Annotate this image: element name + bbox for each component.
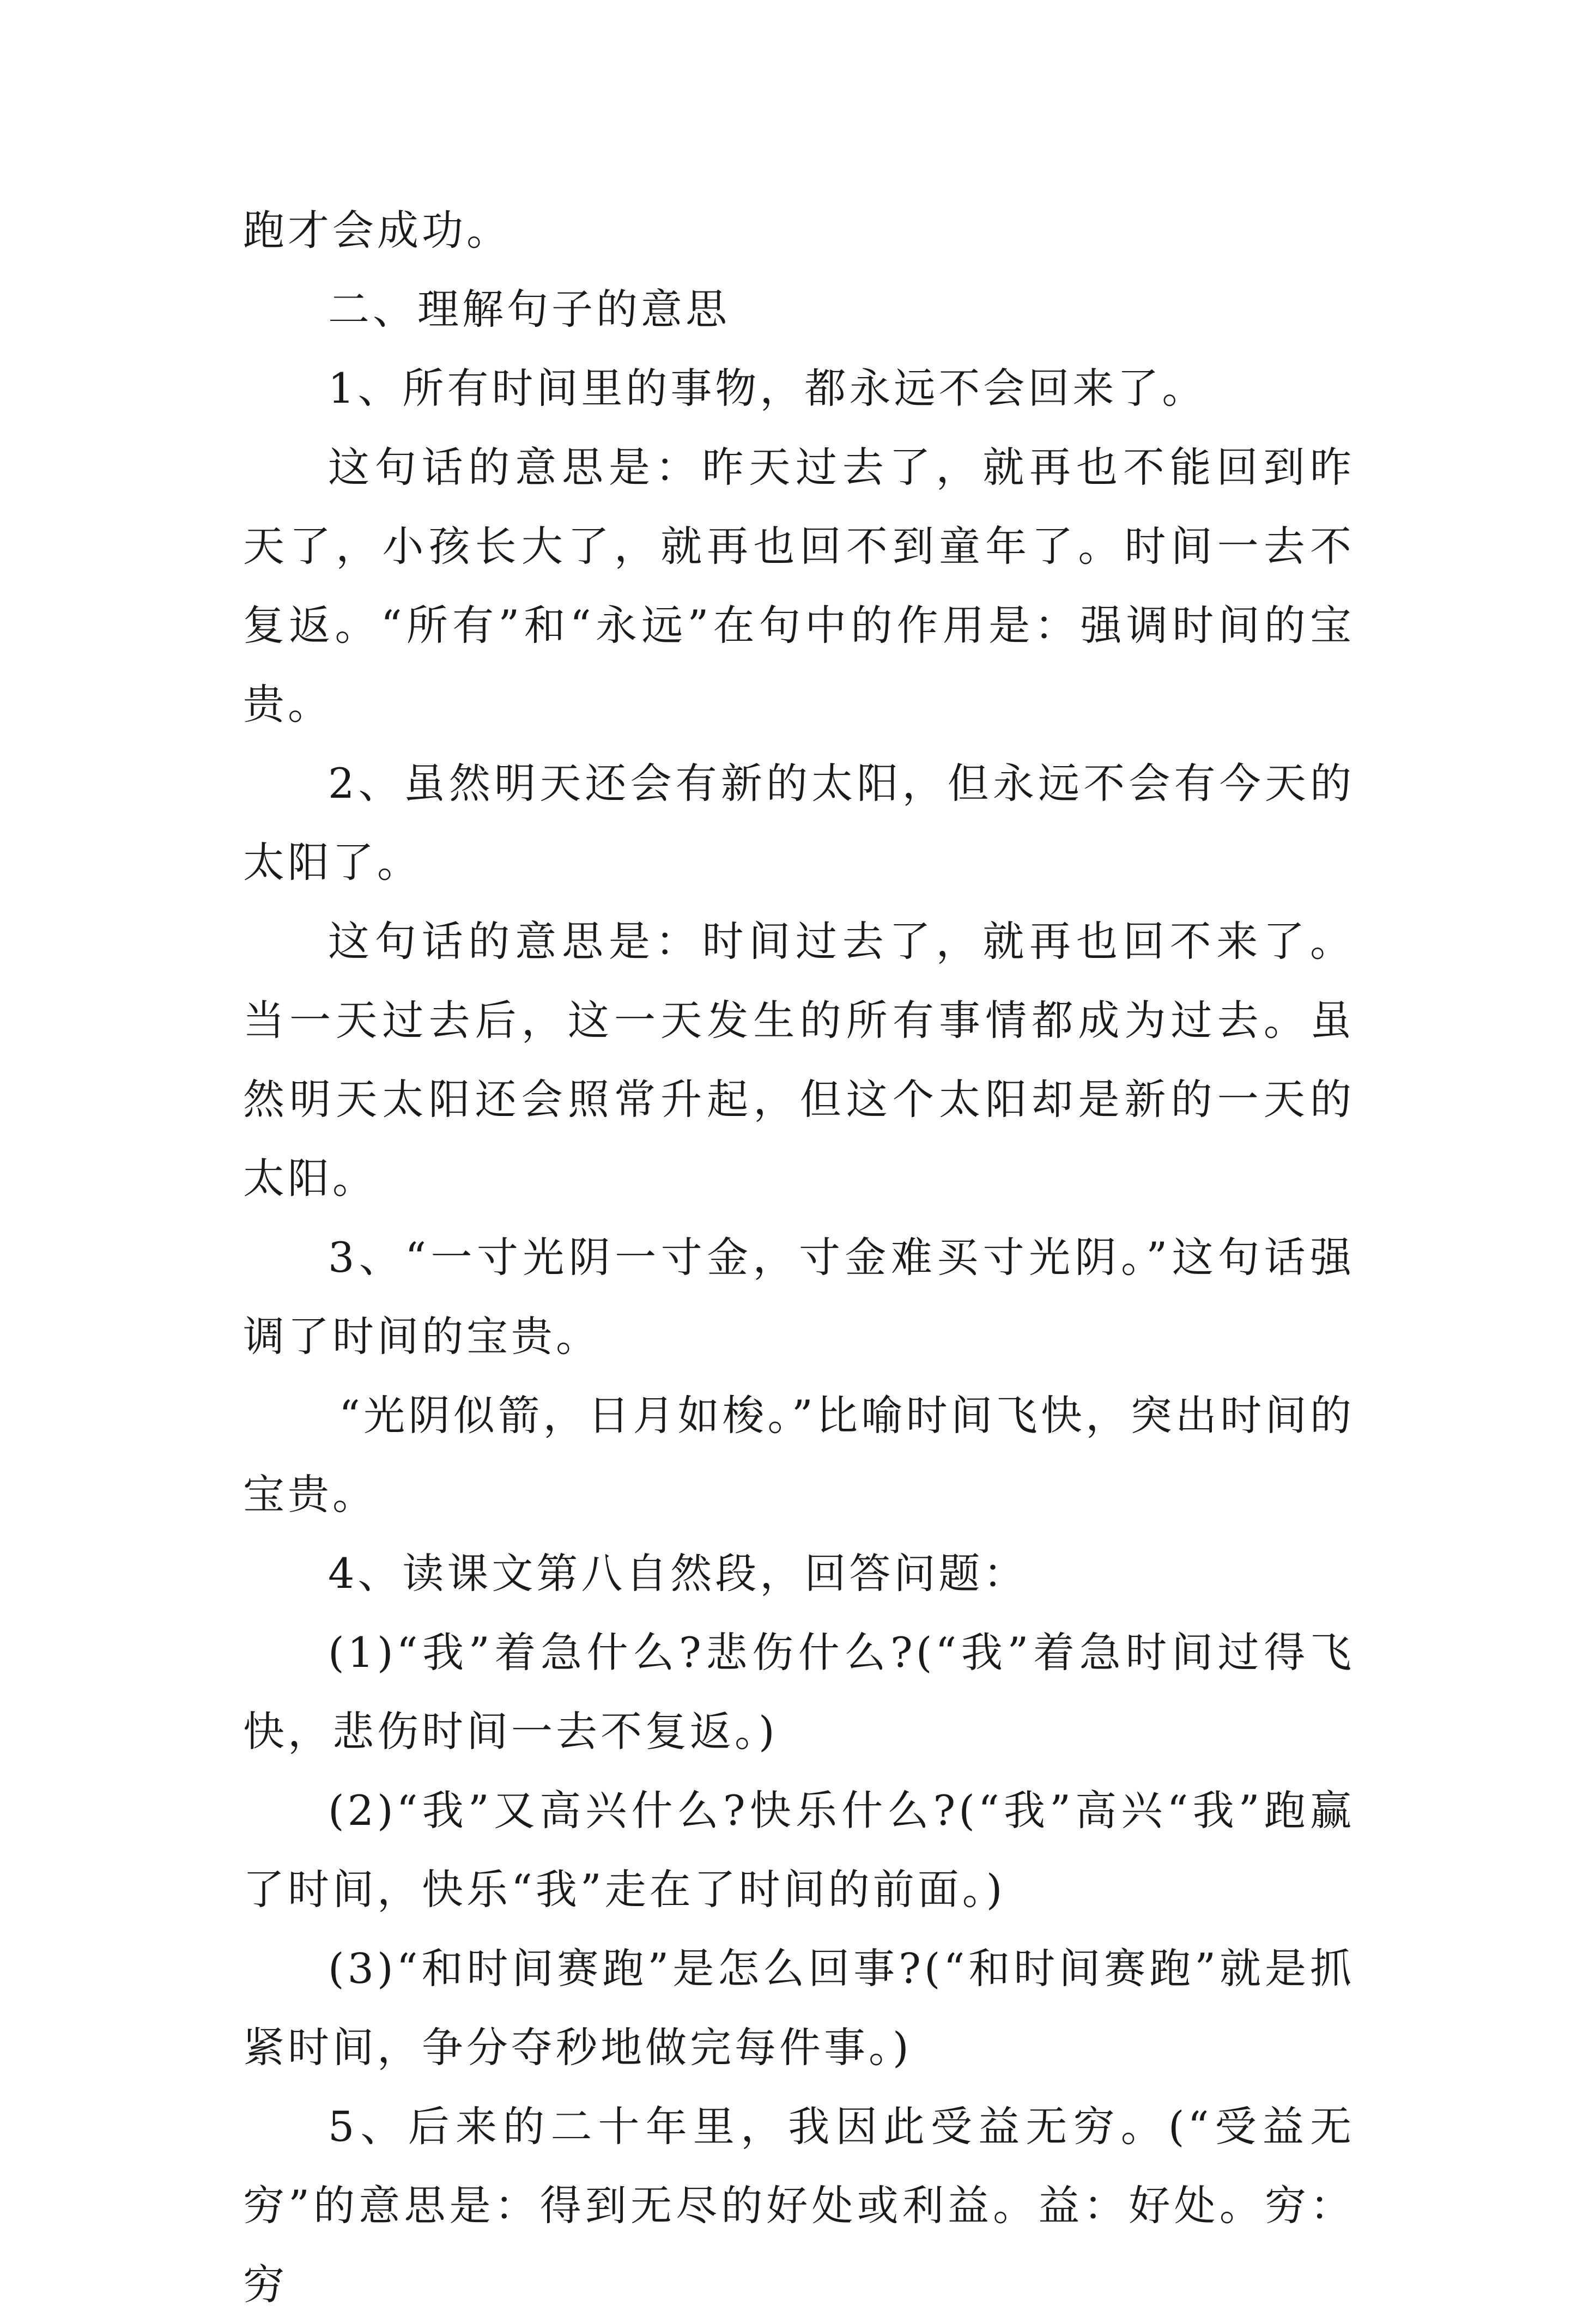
paragraph-continuation: 跑才会成功。 <box>243 206 511 254</box>
document-body <box>243 191 1355 2324</box>
proverb-explanation: “光阴似箭，日月如梭。”比喻时间飞快，突出时间的宝贵。 <box>243 1391 1355 1519</box>
explanation-2: 这句话的意思是：时间过去了，就再也回不来了。当一天过去后，这一天发生的所有事情都成为过去。虽然明天太阳还会照常升起，但这个太阳却是新的一天的太阳。 <box>243 917 1355 1203</box>
sub-question-1: (1)“我”着急什么?悲伤什么?(“我”着急时间过得飞快，悲伤时间一去不复返。) <box>243 1628 1355 1756</box>
question-item-4: 4、读课文第八自然段，回答问题： <box>328 1549 1028 1598</box>
section-heading: 二、理解句子的意思 <box>328 285 730 333</box>
explanation-1: 这句话的意思是：昨天过去了，就再也不能回到昨天了，小孩长大了，就再也回不到童年了。时间一去不复返。“所有”和“永远”在句中的作用是：强调时间的宝贵。 <box>243 443 1355 729</box>
sub-question-2: (2)“我”又高兴什么?快乐什么?(“我”高兴“我”跑赢了时间，快乐“我”走在了时间的前面。) <box>243 1786 1355 1914</box>
sentence-item-2: 2、虽然明天还会有新的太阳，但永远不会有今天的太阳了。 <box>243 759 1355 887</box>
sentence-item-1: 1、所有时间里的事物，都永远不会回来了。 <box>328 364 1207 412</box>
sub-question-3: (3)“和时间赛跑”是怎么回事?(“和时间赛跑”就是抓紧时间，争分夺秒地做完每件事。) <box>243 1944 1355 2072</box>
sentence-item-3: 3、“一寸光阴一寸金，寸金难买寸光阴。”这句话强调了时间的宝贵。 <box>243 1233 1355 1361</box>
sentence-item-5: 5、后来的二十年里，我因此受益无穷。(“受益无穷”的意思是：得到无尽的好处或利益。益：好处。穷：穷 <box>243 2102 1355 2309</box>
